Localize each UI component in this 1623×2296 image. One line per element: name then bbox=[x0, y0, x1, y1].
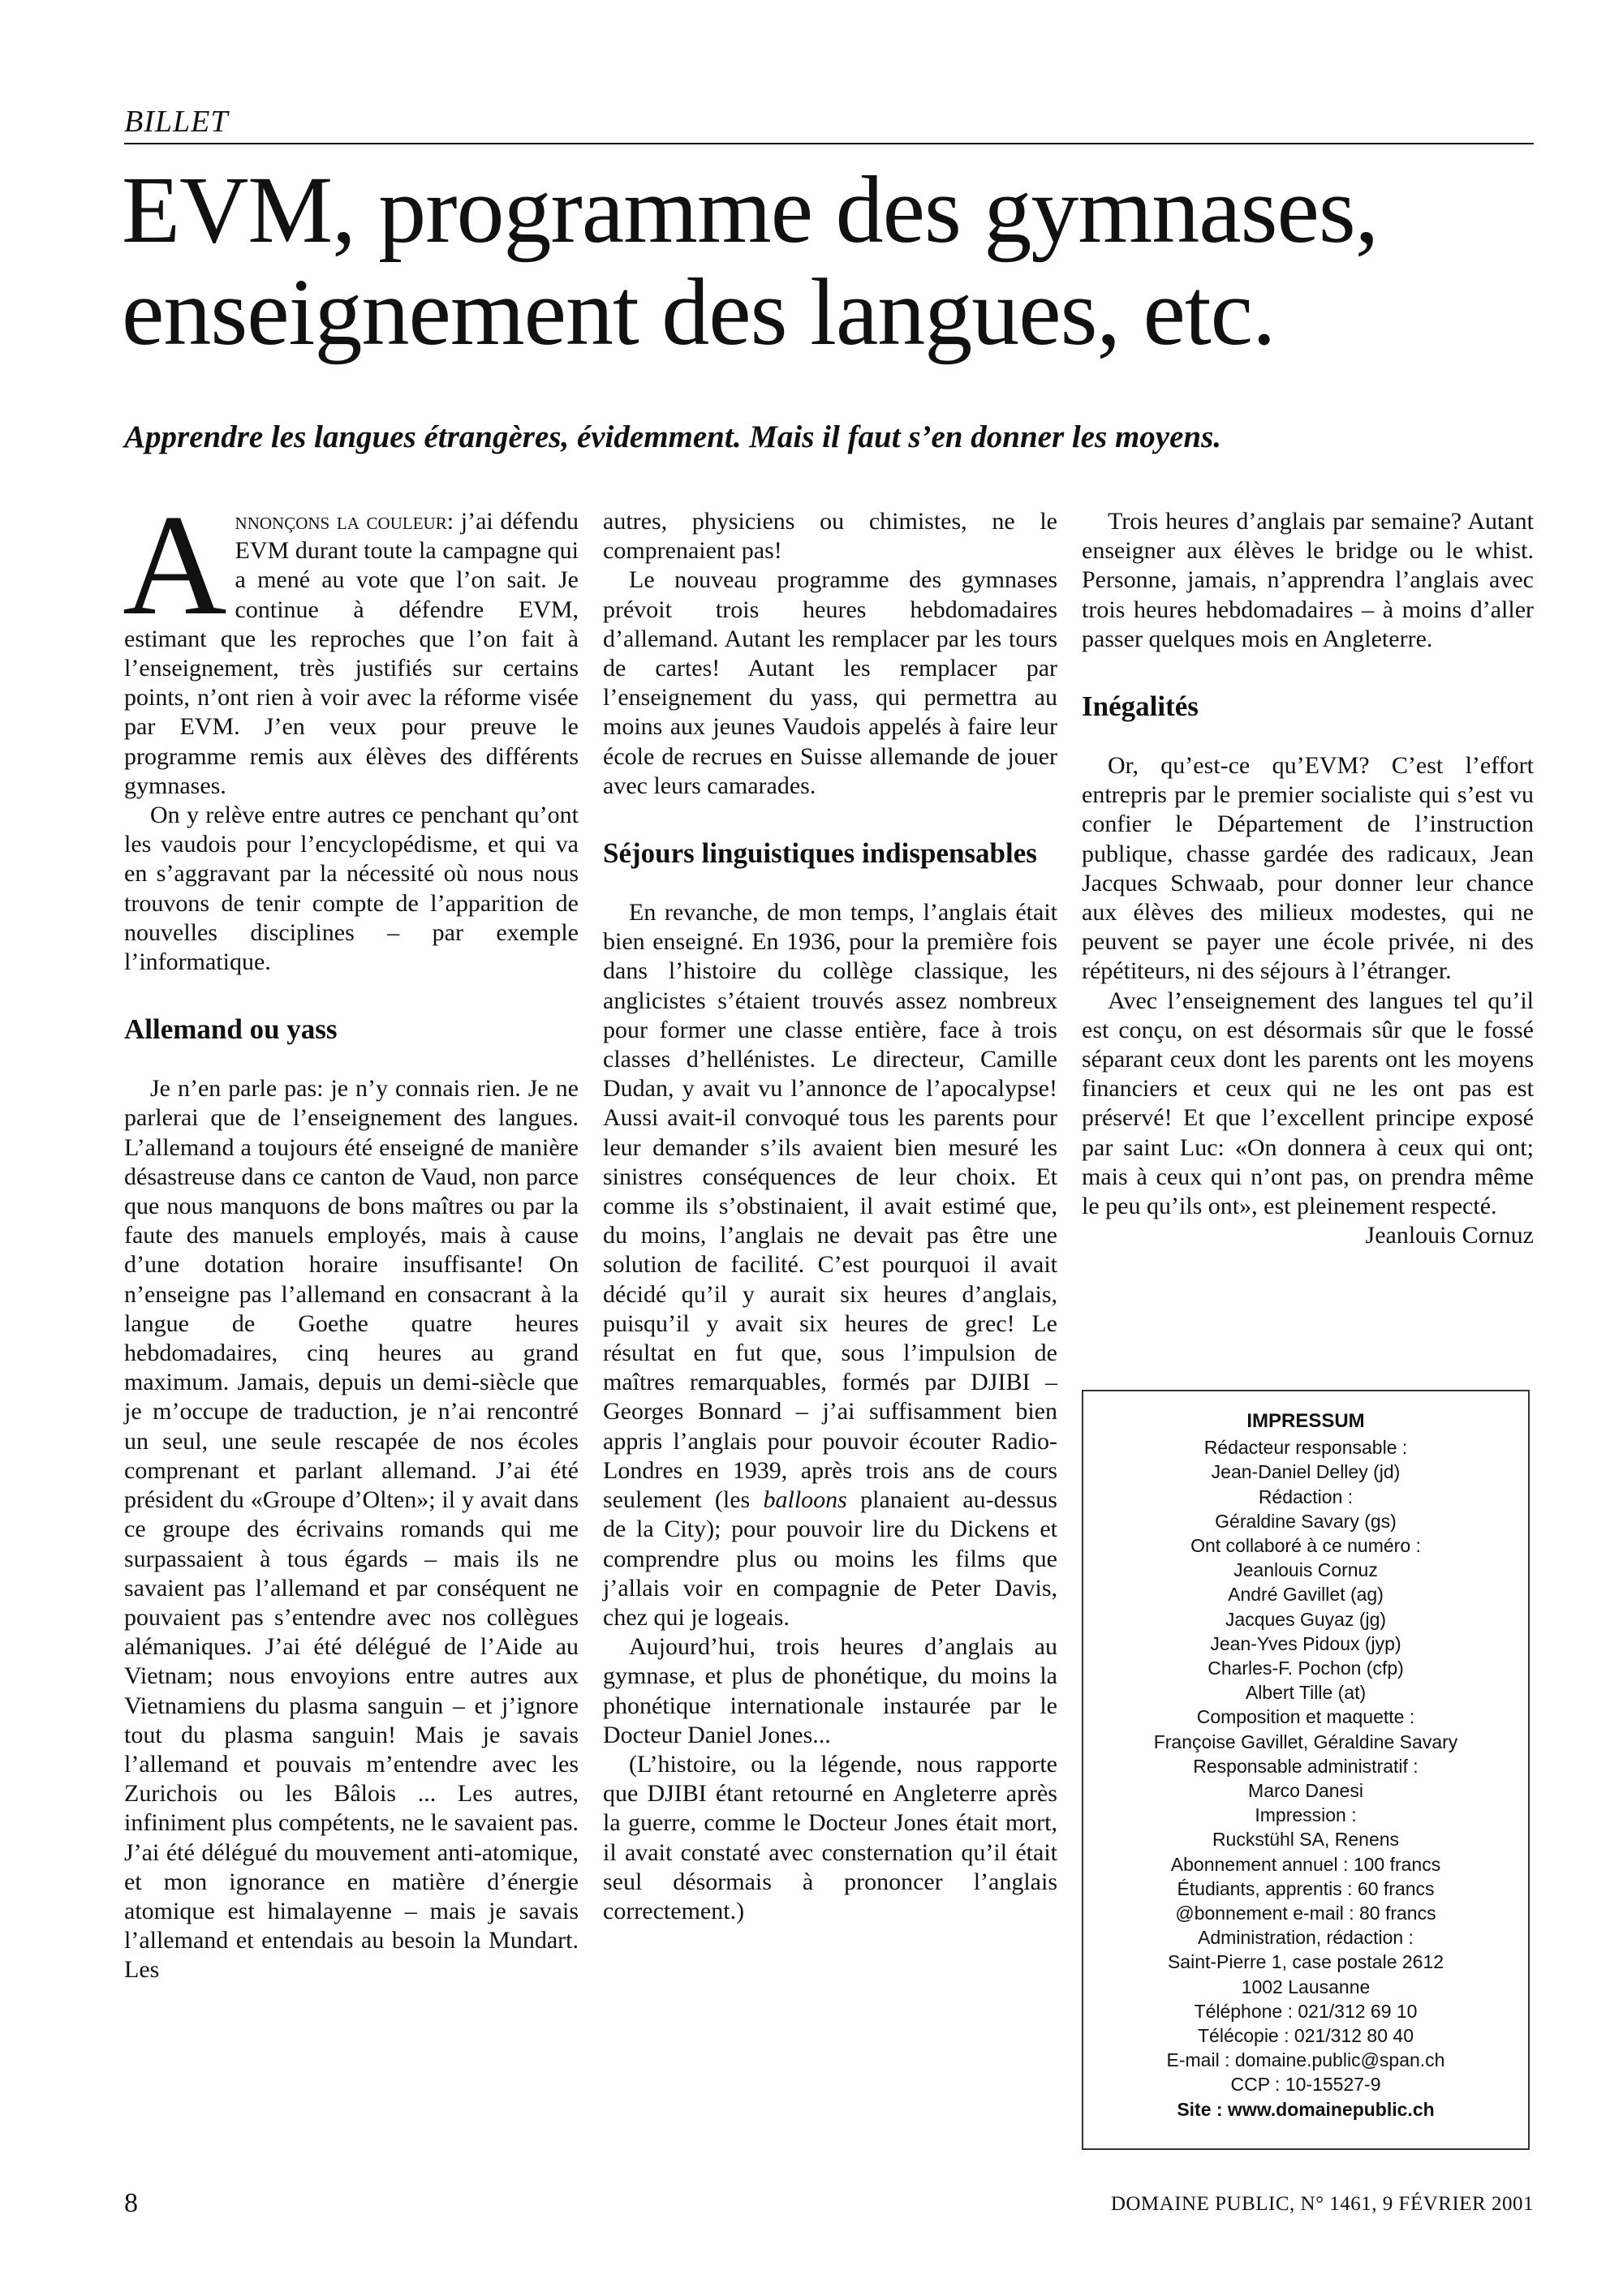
page-number: 8 bbox=[124, 2188, 138, 2218]
impressum-line: Ont collaboré à ce numéro : bbox=[1190, 1535, 1421, 1557]
impressum-line: Abonnement annuel : 100 francs bbox=[1170, 1853, 1441, 1875]
impressum-line: E-mail : domaine.public@span.ch bbox=[1166, 2049, 1445, 2071]
paragraph: Aujourd’hui, trois heures d’anglais au gymnase, et plus de phonétique, du moins la phonétique internationale instaurée par le Docteur Daniel Jones... bbox=[603, 1633, 1057, 1748]
impressum-line: Rédacteur responsable : bbox=[1203, 1437, 1408, 1459]
impressum-line: André Gavillet (ag) bbox=[1228, 1584, 1384, 1606]
subheading-sejours: Séjours linguistiques indispensables bbox=[603, 837, 1037, 870]
drop-cap: A bbox=[123, 484, 227, 645]
paragraph-text: En revanche, de mon temps, l’anglais était bien enseigné. En 1936, pour la première fois dans l’histoire du collège classique, les anglicistes s’étaient trouvés assez nombreux pour former une classe entière, face à trois classes d’hellénistes. Le directeur, Camille Dudan, y avait vu l’annonce de l’apocalypse! Aussi avait-il convoqué tous les parents pour leur demander s’ils avaient bien mesuré les sinistres conséquences de leur choix. Et comme ils s’obstinaient, il avait estimé que, du moins, l’anglais ne devait pas être une solution de facilité. C’est pourquoi il avait décidé qu’il y aurait six heures d’anglais, puisqu’il y avait six heures de grec! Le résultat en fut que, sous l’impulsion de maîtres remarquables, formés par DJIBI – Georges Bonnard – j’ai suffisamment bien appris l’anglais pour pouvoir écouter Radio-Londres en 1939, après trois ans de cours seulement (les bbox=[603, 899, 1057, 1514]
impressum-line: Rédaction : bbox=[1258, 1486, 1354, 1507]
signature-line bbox=[1082, 1221, 1534, 1250]
impressum-line: Téléphone : 021/312 69 10 bbox=[1194, 2000, 1418, 2022]
title-line-1: EVM, programme des gymnases, bbox=[122, 157, 1379, 263]
impressum-line: Saint-Pierre 1, case postale 2612 bbox=[1167, 1951, 1444, 1973]
impressum-line: CCP : 10-15527-9 bbox=[1230, 2074, 1381, 2096]
impressum-line: Albert Tille (at) bbox=[1245, 1682, 1367, 1704]
impressum-line: Étudiants, apprentis : 60 francs bbox=[1177, 1877, 1435, 1899]
impressum-line: Administration, rédaction : bbox=[1198, 1927, 1414, 1949]
header-rule bbox=[124, 143, 1534, 144]
impressum-line: Jeanlouis Cornuz bbox=[1233, 1559, 1378, 1581]
paragraph: (L’histoire, ou la légende, nous rapporte que DJIBI étant retourné en Angleterre après la guerre, comme le Docteur Jones était mort, il avait constaté avec consternation qu’il était seul désormais à prononcer l’anglais correctement.) bbox=[603, 1750, 1057, 1924]
impressum-line: Jean-Yves Pidoux (jyp) bbox=[1210, 1632, 1401, 1654]
impressum-line: Télécopie : 021/312 80 40 bbox=[1198, 2025, 1414, 2047]
italic-word: balloons bbox=[763, 1486, 847, 1514]
impressum-line: Composition et maquette : bbox=[1196, 1706, 1415, 1728]
impressum-line: Jacques Guyaz (jg) bbox=[1225, 1608, 1387, 1630]
impressum-line: Françoise Gavillet, Géraldine Savary bbox=[1153, 1731, 1458, 1752]
paragraph: Trois heures d’anglais par semaine? Autant enseigner aux élèves le bridge ou le whist. Personne, jamais, n’apprendra l’anglais avec trois heures hebdomadaires – à moins d’aller passer quelques mois en Angleterre. bbox=[1082, 508, 1534, 652]
impressum-title: IMPRESSUM bbox=[1246, 1410, 1365, 1432]
article-title bbox=[122, 159, 1550, 363]
article-lead: Apprendre les langues étrangères, évidemment. Mais il faut s’en donner les moyens. bbox=[124, 419, 1222, 454]
paragraph: Or, qu’est-ce qu’EVM? C’est l’effort entrepris par le premier socialiste qui s’est vu confier le Département de l’instruction publique, chasse gardée des radicaux, Jean Jacques Schwaab, pour donner leur chance aux élèves des milieux modestes, qui ne peuvent se payer une école privée, ni des répétiteurs, ni des séjours à l’étranger. bbox=[1082, 752, 1534, 985]
impressum-line: Ruckstühl SA, Renens bbox=[1212, 1829, 1400, 1851]
paragraph: Je n’en parle pas: je n’y connais rien. Je ne parlerai que de l’enseignement des langues. L’allemand a toujours été enseigné de manière désastreuse dans ce canton de Vaud, non parce que nous manquons de bons maîtres ou par la faute des manuels employés, mais à cause d’une dotation horaire insuffisante! On n’enseigne pas l’allemand en consacrant à la langue de Goethe quatre heures hebdomadaires, cinq heures au grand maximum. Jamais, depuis un demi-siècle que je m’occupe de traduction, je n’ai rencontré un seul, une seule rescapée de nos écoles comprenant et parlant allemand. J’ai été président du «Groupe d’Olten»; il y avait dans ce groupe des écrivains romands qui me surpassaient à tous égards – mais ils ne savaient pas l’allemand et par conséquent ne pouvaient pas s’entendre avec nos collègues alémaniques. J’ai été délégué de l’Aide au Vietnam; nous envoyions entre autres aux Vietnamiens du plasma sanguin – et j’ignore tout du plasma sanguin! Mais je savais l’allemand et pouvais m’entendre avec les Zurichois ou les Bâlois ... Les autres, infiniment plus compétents, ne le savaient pas. J’ai été délégué du mouvement anti-atomique, et mon ignorance en matière d’énergie atomique est himalayenne – mais je savais l’allemand et entendais au besoin la Mundart. Les bbox=[124, 1075, 579, 1984]
publication-info: DOMAINE PUBLIC, N° 1461, 9 FÉVRIER 2001 bbox=[1110, 2193, 1534, 2215]
paragraph: On y relève entre autres ce penchant qu’ont les vaudois pour l’encyclopédisme, et qui va en s’aggravant par la nécessité où nous nous trouvons de tenir compte de l’apparition de nouvelles disciplines – par exemple l’informatique. bbox=[124, 802, 579, 976]
subheading-allemand: Allemand ou yass bbox=[124, 1013, 338, 1046]
paragraph-text: planaient au-dessus de la City); pour pouvoir lire du Dickens et comprendre plus ou moins les films que j’allais voir en compagnie de Peter Davis, chez qui je logeais. bbox=[603, 1486, 1057, 1631]
author-signature: Jeanlouis Cornuz bbox=[1365, 1222, 1534, 1249]
paragraph bbox=[123, 484, 579, 801]
impressum-line: Impression : bbox=[1255, 1804, 1357, 1826]
impressum-line: Marco Danesi bbox=[1248, 1780, 1363, 1802]
title-line-2: enseignement des langues, etc. bbox=[122, 259, 1276, 365]
paragraph: autres, physiciens ou chimistes, ne le comprenaient pas! bbox=[603, 508, 1057, 565]
paragraph: Avec l’enseignement des langues tel qu’il est conçu, on est désormais sûr que le fossé séparant ceux dont les parents ont les moyens financiers et ceux qui ne les ont pas est préservé! Et que l’excellent principe exposé par saint Luc: «On donnera à ceux qui ont; mais à ceux qui n’ont pas, on prendra même le peu qu’ils ont», est pleinement respecté. bbox=[1082, 987, 1534, 1220]
impressum-line: @bonnement e-mail : 80 francs bbox=[1175, 1903, 1436, 1924]
impressum-site[interactable]: Site : www.domainepublic.ch bbox=[1177, 2098, 1435, 2120]
impressum-line: Géraldine Savary (gs) bbox=[1215, 1510, 1397, 1532]
article-column-3 bbox=[1082, 507, 1534, 1250]
impressum-line: Responsable administratif : bbox=[1193, 1755, 1419, 1777]
paragraph-text: : j’ai défendu EVM durant toute la campagne qui a mené au vote que l’on sait. Je continue à défendre EVM, estimant que les reproches que l’on fait à l’enseignement, très justifiés sur certains points, n’ont rien à voir avec la réforme visée par EVM. J’en veux pour preuve le programme remis aux élèves des différents gymnases. bbox=[124, 508, 579, 799]
paragraph: Le nouveau programme des gymnases prévoit trois heures hebdomadaires d’allemand. Autant les remplacer par les tours de cartes! Autant les remplacer par l’enseignement du yass, qui permettra au moins aux jeunes Vaudois appelés à faire leur école de recrues en Suisse allemande de jouer avec leurs camarades. bbox=[603, 566, 1057, 799]
impressum-line: Charles-F. Pochon (cfp) bbox=[1208, 1658, 1404, 1679]
paragraph bbox=[603, 898, 1057, 1632]
impressum-line: Jean-Daniel Delley (jd) bbox=[1211, 1461, 1401, 1483]
opening-smallcaps: nnonçons la couleur bbox=[235, 508, 447, 535]
subheading-inegalites: Inégalités bbox=[1082, 690, 1199, 723]
impressum-box bbox=[1082, 1390, 1530, 2150]
rubric-label: BILLET bbox=[124, 105, 229, 139]
impressum-lines bbox=[1083, 1435, 1528, 2096]
article-column-1 bbox=[123, 484, 579, 1985]
article-column-2 bbox=[603, 507, 1057, 1926]
impressum-line: 1002 Lausanne bbox=[1241, 1976, 1371, 1997]
